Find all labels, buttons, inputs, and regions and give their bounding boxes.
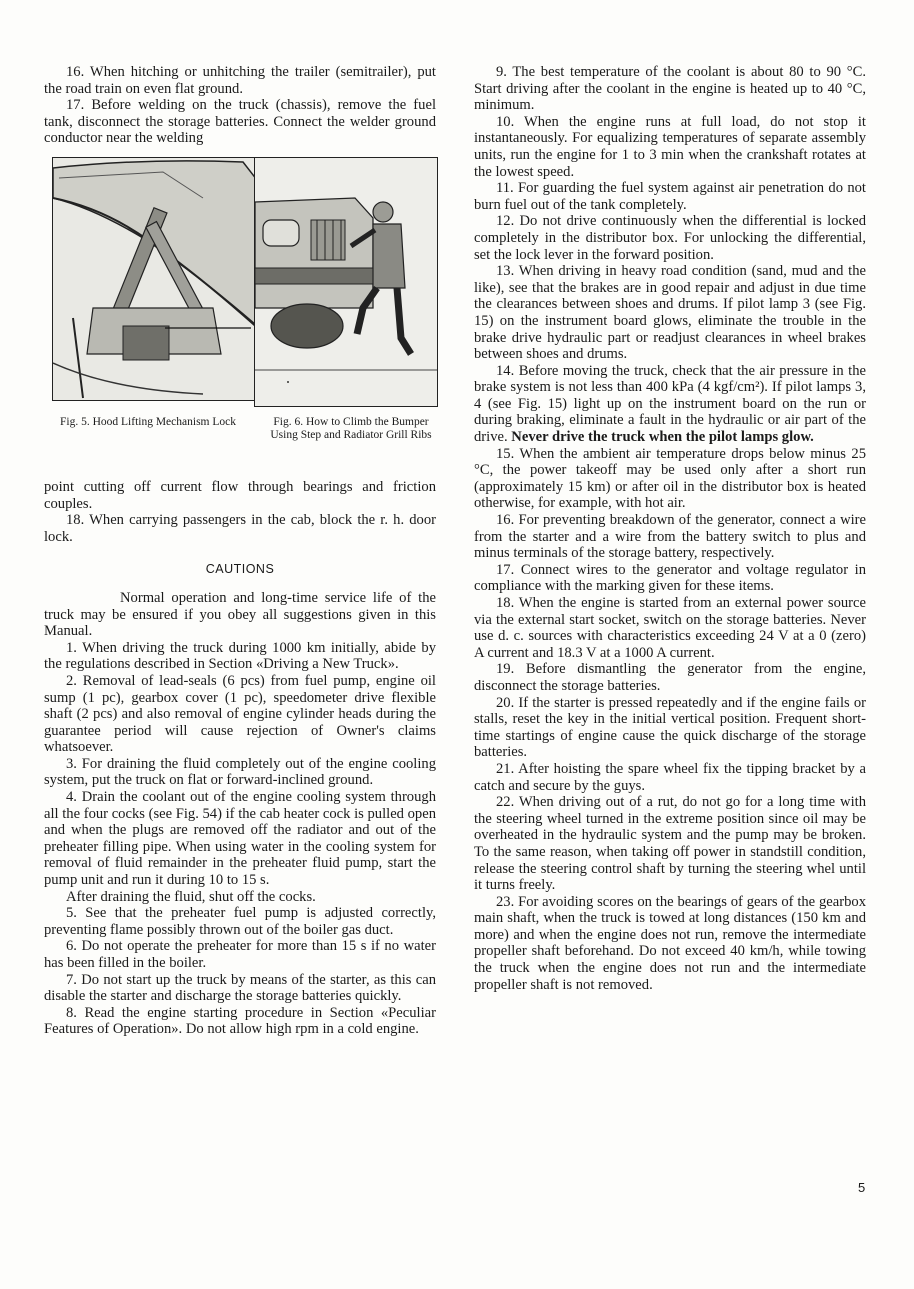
- paragraph: 22. When driving out of a rut, do not go for a long time with the steering wheel turned in the extreme position since oil may be overheated in the hydraulic system and the pump may be broken. To the same reason, when taking off power in standstill condition, release the steering control shaft by turning the steering whel until it turns freely.: [474, 794, 866, 894]
- paragraph: 18. When the engine is started from an external power source via the external start socket, switch on the storage batteries. Never use d. c. sources with characteristics exceeding 24 V at a 0 (zero) A current and 18.3 V at a 1000 A current.: [474, 595, 866, 661]
- paragraph: 15. When the ambient air temperature drops below minus 25 °C, the power takeoff may be used only after a short run (approximately 15 km) or after oil in the distributor box is heated otherwise, for example, with hot air.: [474, 445, 866, 512]
- paragraph: 23. For avoiding scores on the bearings of gears of the gearbox main shaft, when the truck is towed at long distances (150 km and more) and when the engine does not run, remove the intermediate propeller shaft beforehand. Do not exceed 40 km/h, while towing the truck when the engine does not run and the intermediate propeller shaft is not removed.: [474, 893, 866, 993]
- left-column: [44, 64, 436, 1038]
- paragraph: 3. For draining the fluid completely out of the engine cooling system, put the truck on flat or forward-inclined ground.: [44, 755, 436, 789]
- paragraph: 8. Read the engine starting procedure in Section «Peculiar Features of Operation». Do not allow high rpm in a cold engine.: [44, 1004, 436, 1038]
- paragraph: 7. Do not start up the truck by means of the starter, as this can disable the starter and discharge the storage batteries quickly.: [44, 971, 436, 1005]
- warning-text: Never drive the truck when the pilot lamps glow.: [511, 429, 814, 446]
- paragraph: 20. If the starter is pressed repeatedly and if the engine fails or stalls, reset the key in the initial vertical position. Frequent short-time startings of engine cause the quick discharge of the storage batteries.: [474, 694, 866, 761]
- paragraph: 5. See that the preheater fuel pump is adjusted correctly, preventing flame possibly thrown out of the boiler gas duct.: [44, 905, 436, 938]
- fig6-caption: Fig. 6. How to Climb the Bumper Using Step and Radiator Grill Ribs: [270, 415, 432, 441]
- paragraph: 19. Before dismantling the generator from the engine, disconnect the storage batteries.: [474, 661, 866, 694]
- paragraph: point cutting off current flow through bearings and friction couples.: [44, 478, 436, 512]
- paragraph: 17. Before welding on the truck (chassis), remove the fuel tank, disconnect the storage batteries. Connect the welder ground conductor near the welding: [44, 97, 436, 147]
- fig5-image: [52, 157, 272, 401]
- paragraph: 12. Do not drive continuously when the differential is locked completely in the distributor box. For unlocking the differential, set the lock lever in the forward position.: [474, 213, 866, 263]
- paragraph: 1. When driving the truck during 1000 km initially, abide by the regulations described in Section «Driving a New Truck».: [44, 639, 436, 673]
- figures-row: [44, 157, 436, 475]
- fig5-caption: Fig. 5. Hood Lifting Mechanism Lock: [60, 415, 236, 428]
- paragraph: [474, 363, 866, 446]
- hood-lifting-mechanism-illustration: [53, 158, 271, 400]
- paragraph: 13. When driving in heavy road condition (sand, mud and the like), see that the brakes are in good repair and adjust in due time the clearances between shoes and drums. If pilot lamp 3 (see Fig. 15) on the instrument board glows, eliminate the trouble in the brake drive hydraulic part or readjust clearances in wheel brakes between shoes and drums.: [474, 263, 866, 363]
- page-number: 5: [858, 1180, 866, 1195]
- paragraph: 21. After hoisting the spare wheel fix the tipping bracket by a catch and secure by the guys.: [474, 760, 866, 794]
- paragraph: 16. For preventing breakdown of the generator, connect a wire from the starter and a wire from the battery switch to plus and minus terminals of the storage battery, respectively.: [474, 512, 866, 562]
- paragraph: 2. Removal of lead-seals (6 pcs) from fuel pump, engine oil sump (1 pc), gearbox cover (1 pc), speedometer drive flexible shaft (2 pcs) and also removal of engine cylinder heads during the guarantee period will cause rejection of Owner's claims whatsoever.: [44, 672, 436, 756]
- paragraph: 17. Connect wires to the generator and voltage regulator in compliance with the marking given for these items.: [474, 561, 866, 595]
- paragraph: 16. When hitching or unhitching the trailer (semitrailer), put the road train on even flat ground.: [44, 64, 436, 97]
- paragraph: 11. For guarding the fuel system against air penetration do not burn fuel out of the tank completely.: [474, 180, 866, 213]
- paragraph: Normal operation and long-time service life of the truck may be ensured if you obey all suggestions given in this Manual.: [44, 589, 436, 640]
- cautions-heading: CAUTIONS: [205, 562, 275, 577]
- paragraph: 4. Drain the coolant out of the engine cooling system through all the four cocks (see Fig. 54) if the cab heater cock is pulled open and when the plugs are removed off the radiator and out of the preheater filling pipe. When using water in the cooling system for removal of fluid remainder in the preheater fluid pump, start the pump unit and run it during 10 to 15 s.: [44, 789, 436, 889]
- paragraph: 18. When carrying passengers in the cab, block the r. h. door lock.: [44, 512, 436, 545]
- fig6-image: [254, 157, 438, 407]
- paragraph: 9. The best temperature of the coolant is about 80 to 90 °C. Start driving after the coolant in the engine is heated up to 40 °C, minimum.: [474, 64, 866, 114]
- climbing-bumper-illustration: [255, 158, 437, 406]
- paragraph: After draining the fluid, shut off the cocks.: [66, 888, 316, 905]
- right-column: [474, 64, 866, 993]
- paragraph: 6. Do not operate the preheater for more than 15 s if no water has been filled in the boiler.: [44, 938, 436, 971]
- paragraph-text: 14. Before moving the truck, check that the air pressure in the brake system is not less than 400 kPa (4 kgf/cm²). If pilot lamps 3, 4 (see Fig. 15) light up on the instrument board on the run or during braking, eliminate a fault in the hydraulic or air part of the drive.: [474, 362, 866, 446]
- paragraph: 10. When the engine runs at full load, do not stop it instantaneously. For equalizing temperatures of separate assembly units, run the engine for 1 to 3 min when the crankshaft rotates at the lowest speed.: [474, 113, 866, 180]
